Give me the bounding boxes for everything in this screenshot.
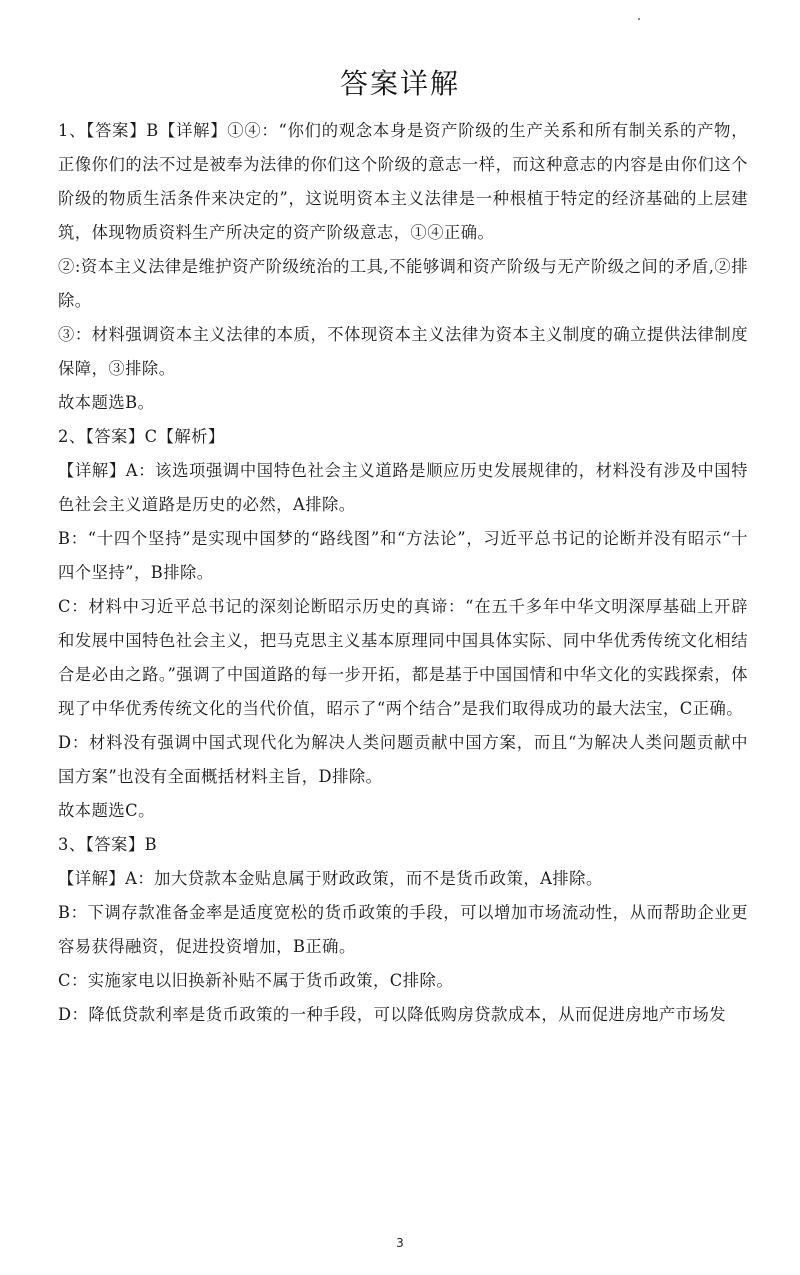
q3-option-d: D：降低贷款利率是货币政策的一种手段，可以降低购房贷款成本，从而促进房地产市场发 bbox=[58, 1005, 727, 1024]
scan-speck bbox=[638, 18, 640, 20]
answer-content bbox=[58, 114, 748, 1032]
q1-conclusion: 故本题选B。 bbox=[58, 393, 155, 412]
q2-answer: 2、【答案】C【解析】 bbox=[58, 427, 225, 446]
q3-answer: 3、【答案】B bbox=[58, 835, 158, 854]
q2-option-d: D：材料没有强调中国式现代化为解决人类问题贡献中国方案，而且“为解决人类问题贡献中国方案”也没有全面概括材料主旨，D排除。 bbox=[58, 733, 748, 786]
q3-option-b: B：下调存款准备金率是适度宽松的货币政策的手段，可以增加市场流动性，从而帮助企业更容易获得融资，促进投资增加，B正确。 bbox=[58, 903, 748, 956]
q2-option-c: C：材料中习近平总书记的深刻论断昭示历史的真谛：“在五千多年中华文明深厚基础上开辟和发展中国特色社会主义，把马克思主义基本原理同中国具体实际、同中华优秀传统文化相结合是必由之路。”强调了中国道路的每一步开拓，都是基于中国国情和中华文化的实践探索，体现了中华优秀传统文化的当代价值，昭示了“两个结合”是我们取得成功的最大法宝，C正确。 bbox=[58, 597, 748, 718]
q2-conclusion: 故本题选C。 bbox=[58, 801, 155, 820]
page-number: 3 bbox=[396, 1236, 404, 1250]
q1-option-2: ②:资本主义法律是维护资产阶级统治的工具,不能够调和资产阶级与无产阶级之间的矛盾,②排除。 bbox=[58, 257, 748, 310]
page-title: 答案详解 bbox=[339, 67, 460, 100]
q2-option-b: B：“十四个坚持”是实现中国梦的“路线图”和“方法论”，习近平总书记的论断并没有昭示“十四个坚持”，B排除。 bbox=[58, 529, 748, 582]
q1-option-3: ③：材料强调资本主义法律的本质，不体现资本主义法律为资本主义制度的确立提供法律制度保障，③排除。 bbox=[58, 325, 748, 378]
q3-option-a: 【详解】A：加大贷款本金贴息属于财政政策，而不是货币政策，A排除。 bbox=[58, 869, 603, 888]
q1-answer: 1、【答案】B【详解】①④：“你们的观念本身是资产阶级的生产关系和所有制关系的产物，正像你们的法不过是被奉为法律的你们这个阶级的意志一样，而这种意志的内容是由你们这个阶级的物质生活条件来决定的”，这说明资本主义法律是一种根植于特定的经济基础的上层建筑，体现物质资料生产所决定的资产阶级意志，①④正确。 bbox=[58, 121, 748, 242]
q2-option-a: 【详解】A：该选项强调中国特色社会主义道路是顺应历史发展规律的，材料没有涉及中国特色社会主义道路是历史的必然，A排除。 bbox=[58, 461, 748, 514]
q3-option-c: C：实施家电以旧换新补贴不属于货币政策，C排除。 bbox=[58, 971, 454, 990]
